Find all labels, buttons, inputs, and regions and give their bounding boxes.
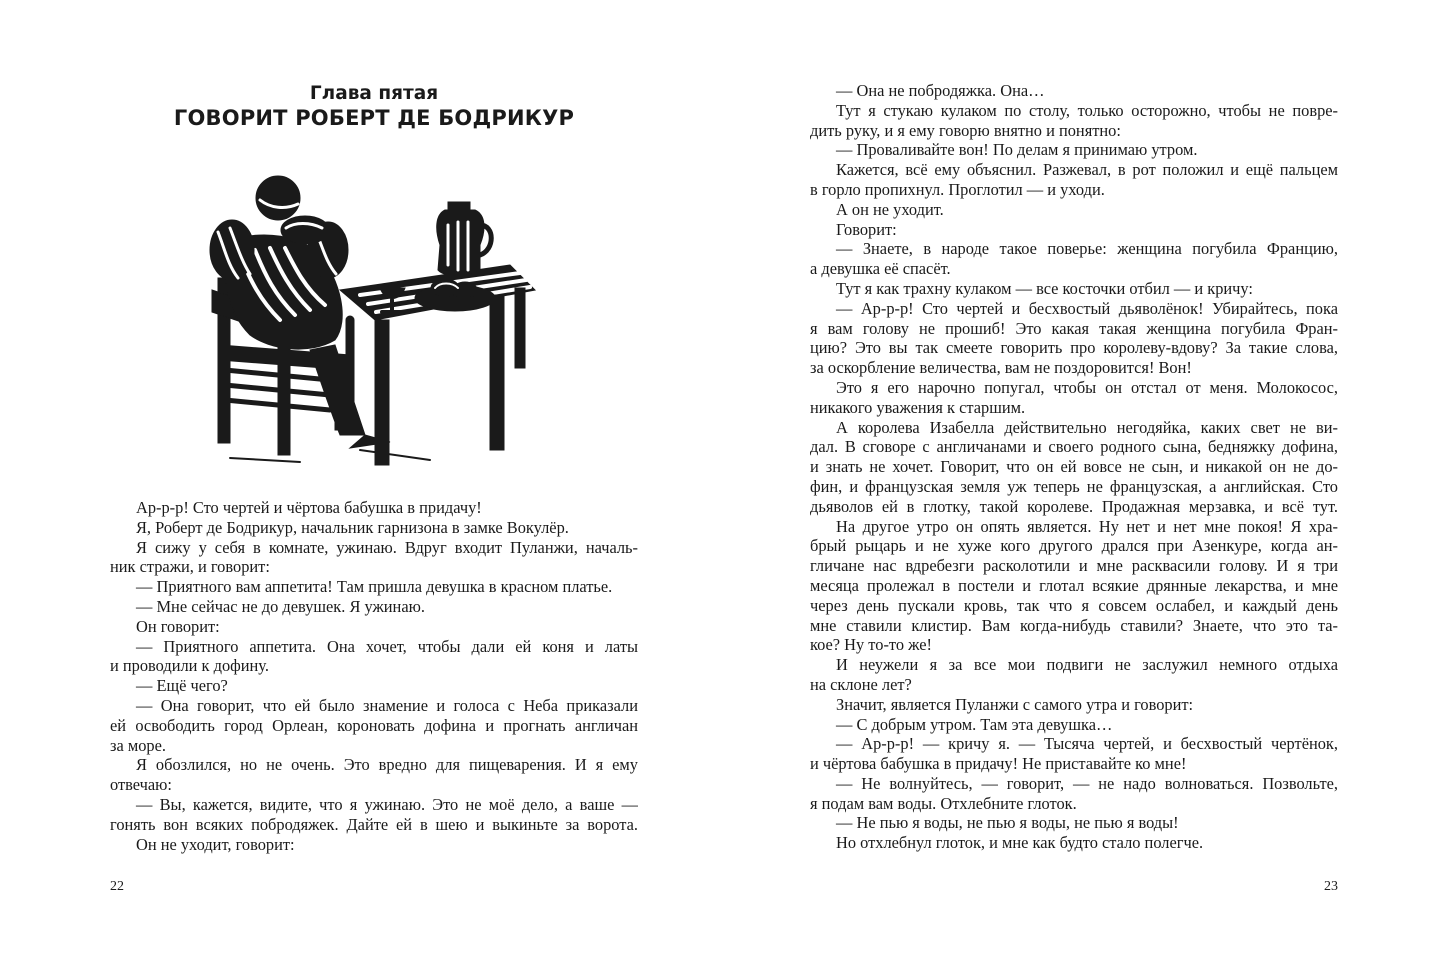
page-number-right: 23 bbox=[1324, 879, 1338, 894]
text-line: ей освободить город Орлеан, короновать дофина и прогнать англичан bbox=[110, 715, 638, 735]
text-line: Тут я стукаю кулаком по столу, только осторожно, чтобы не повре- bbox=[836, 100, 1338, 120]
text-line: А он не уходит. bbox=[836, 199, 944, 219]
text-line: за оскорбление величества, вам не поздоровится! Вон! bbox=[810, 358, 1192, 378]
text-line: — Приятного аппетита. Она хочет, чтобы дали ей коня и латы bbox=[136, 636, 638, 656]
text-line: Я обозлился, но не очень. Это вредно для пищеварения. И я ему bbox=[136, 755, 638, 775]
text-line: дьяволов ей в глотку, такой королеве. Продажная мерзавка, и всё тут. bbox=[810, 496, 1338, 516]
text-line: никакого уважения к старшим. bbox=[810, 397, 1026, 417]
text-line: Ар-р-р! Сто чертей и чёртова бабушка в придачу! bbox=[136, 498, 482, 517]
text-line: Я, Роберт де Бодрикур, начальник гарнизона в замке Вокулёр. bbox=[136, 517, 569, 537]
text-line: — Проваливайте вон! По делам я принимаю утром. bbox=[836, 140, 1198, 160]
text-line: Я сижу у себя в комнате, ужинаю. Вдруг входит Пуланжи, началь- bbox=[136, 537, 638, 557]
woodcut-man-eating-at-table-icon bbox=[190, 170, 540, 480]
text-line: На другое утро он опять является. Ну нет и нет мне покоя! Я хра- bbox=[836, 516, 1338, 536]
text-line: Но отхлебнул глоток, и мне как будто стало полегче. bbox=[836, 833, 1204, 853]
text-line: — Знаете, в народе такое поверье: женщина погубила Францию, bbox=[836, 239, 1338, 259]
text-line: Это я его нарочно попугал, чтобы он отстал от меня. Молокосос, bbox=[836, 377, 1338, 397]
chapter-title: ГОВОРИТ РОБЕРТ ДЕ БОДРИКУР bbox=[173, 106, 575, 130]
text-line: я вам голову не прошиб! Это какая такая женщина погубила Фран- bbox=[810, 318, 1338, 338]
text-line: — Не волнуйтесь, — говорит, — не надо волноваться. Позвольте, bbox=[836, 773, 1338, 793]
text-line: а девушка её спасёт. bbox=[810, 259, 951, 279]
text-line: мне ставили клистир. Вам когда-нибудь ставили? Знаете, что это та- bbox=[810, 615, 1338, 635]
chapter-label: Глава пятая bbox=[309, 83, 439, 104]
text-line: дал. В сговоре с англичанами и своего родного сына, бедняжку дофина, bbox=[810, 437, 1338, 457]
text-line: брый рыцарь и не хуже кого другого дрался при Азенкуре, когда ан- bbox=[810, 536, 1338, 556]
text-line: на склоне лет? bbox=[810, 674, 912, 694]
text-line: я подам вам воды. Отхлебните глоток. bbox=[810, 793, 1077, 813]
text-line: в горло пропихнул. Проглотил — и уходи. bbox=[810, 179, 1105, 199]
text-line: и знать не хочет. Говорит, что он ей вовсе не сын, и никакой он не до- bbox=[810, 457, 1338, 477]
text-line: Он говорит: bbox=[136, 616, 220, 636]
text-line: ник стражи, и говорит: bbox=[110, 557, 270, 577]
text-line: — Мне сейчас не до девушек. Я ужинаю. bbox=[136, 596, 425, 616]
text-line: дить руку, и я ему говорю внятно и понятно: bbox=[810, 120, 1121, 140]
text-line: — Ар-р-р! — кричу я. — Тысяча чертей, и бесхвостый чертёнок, bbox=[836, 734, 1338, 754]
left-page-text bbox=[110, 498, 638, 854]
text-line: месяца пролежал в постели и глотал всякие дрянные лекарства, и мне bbox=[810, 575, 1338, 595]
text-line: — С добрым утром. Там эта девушка… bbox=[836, 714, 1113, 734]
text-line: фин, и французская земля уж теперь не французская, а английская. Сто bbox=[810, 476, 1338, 496]
text-line: за море. bbox=[110, 735, 166, 755]
page-number-left: 22 bbox=[110, 879, 124, 894]
text-line: А королева Изабелла действительно негодяйка, каких свет не ви- bbox=[836, 417, 1338, 437]
text-line: И неужели я за все мои подвиги не заслужил немного отдыха bbox=[836, 655, 1338, 675]
text-line: — Ещё чего? bbox=[136, 676, 228, 696]
text-line: гличане нас вдребезги расколотили и мне расквасили голову. И я три bbox=[810, 556, 1338, 576]
text-line: — Приятного вам аппетита! Там пришла девушка в красном платье. bbox=[136, 577, 613, 597]
right-page-text bbox=[810, 81, 1338, 853]
right-page bbox=[723, 0, 1445, 977]
text-line: Тут я как трахну кулаком — все косточки отбил — и кричу: bbox=[836, 278, 1253, 298]
text-line: и чёртова бабушка в придачу! Не приставайте ко мне! bbox=[810, 754, 1187, 774]
text-line: — Вы, кажется, видите, что я ужинаю. Это не моё дело, а ваше — bbox=[136, 794, 638, 814]
text-line: и проводили к дофину. bbox=[110, 656, 269, 676]
text-line: через день пускали кровь, так что я совсем ослабел, и каждый день bbox=[810, 595, 1338, 615]
text-line: отвечаю: bbox=[110, 775, 172, 795]
text-line: кое? Ну то-то же! bbox=[810, 635, 932, 655]
text-line: Значит, является Пуланжи с самого утра и говорит: bbox=[836, 694, 1194, 714]
text-line: гонять вон всяких побродяжек. Дайте ей в шею и выкиньте за ворота. bbox=[110, 814, 638, 834]
text-line: — Она не побродяжка. Она… bbox=[836, 81, 1045, 100]
text-line: — Не пью я воды, не пью я воды, не пью я воды! bbox=[836, 813, 1179, 833]
text-line: Он не уходит, говорит: bbox=[136, 834, 295, 854]
left-page bbox=[0, 0, 722, 977]
text-line: — Ар-р-р! Сто чертей и бесхвостый дьяволёнок! Убирайтесь, пока bbox=[836, 298, 1338, 318]
text-line: Кажется, всё ему объяснил. Разжевал, в рот положил и ещё пальцем bbox=[836, 160, 1338, 180]
text-line: цию? Это вы так смеете говорить про королеву-вдову? За такие слова, bbox=[810, 338, 1338, 358]
text-line: Говорит: bbox=[836, 219, 897, 239]
text-line: — Она говорит, что ей было знамение и голоса с Неба приказали bbox=[136, 695, 638, 715]
